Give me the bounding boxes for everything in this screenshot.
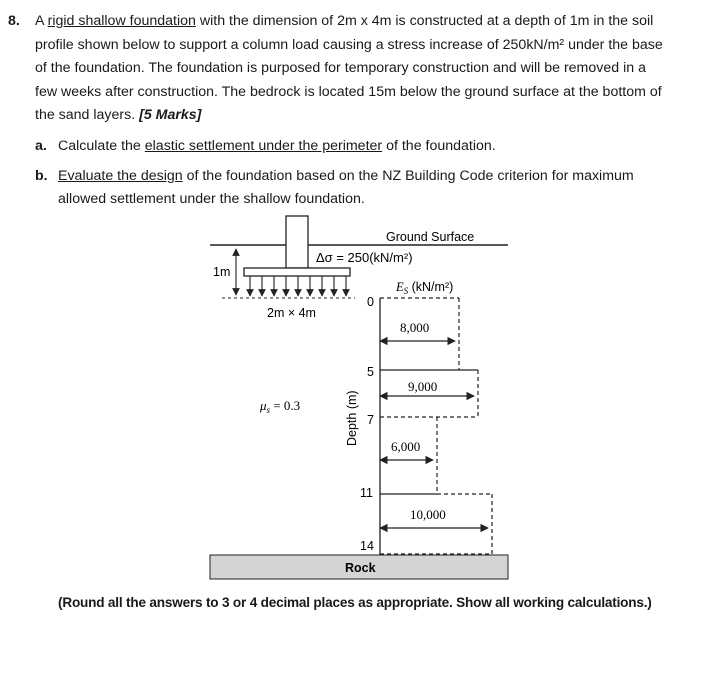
layer-3-es: 6,000: [391, 439, 421, 454]
part-b-label: b.: [35, 168, 48, 184]
q-line2: profile shown below to support a column load causing a stress increase of 250kN/m² under the base: [35, 36, 663, 53]
part-a-post: of the foundation.: [382, 138, 496, 154]
ground-surface-label: Ground Surface: [386, 230, 475, 244]
q-line1-pre: A: [35, 13, 48, 29]
q-line4: few weeks after construction. The bedrock is located 15m below the ground surface at the bottom of: [35, 83, 662, 100]
layer-1-es: 8,000: [400, 320, 430, 335]
depth-tick-14: 14: [360, 539, 374, 553]
foundation-dimension-label: 2m × 4m: [267, 306, 316, 320]
part-a-label: a.: [35, 138, 47, 154]
q-line1-link: rigid shallow foundation: [47, 13, 196, 29]
part-b-line2: allowed settlement under the shallow foundation.: [58, 191, 365, 207]
layer-4: [380, 494, 492, 554]
stress-arrows: [250, 276, 346, 296]
depth-tick-11: 11: [360, 486, 373, 500]
depth-tick-7: 7: [367, 413, 374, 427]
part-a-pre: Calculate the: [58, 138, 145, 154]
es-header: $E_S$ (kN/m²): [396, 280, 454, 296]
layer-2-es: 9,000: [408, 379, 438, 394]
part-a-link: elastic settlement under the perimeter: [144, 138, 383, 154]
column: [286, 216, 308, 268]
rock-label: Rock: [345, 561, 376, 575]
footer-note: (Round all the answers to 3 or 4 decimal places as appropriate. Show all working calculations.): [58, 595, 652, 610]
layer-3: [380, 417, 492, 494]
stress-label: Δσ = 250(kN/m²): [316, 250, 413, 265]
q-line1-post: with the dimension of 2m x 4m is constructed at a depth of 1m in the soil: [195, 13, 654, 29]
marks-label: [5 Marks]: [139, 107, 202, 123]
depth-tick-5: 5: [367, 365, 374, 379]
q-line3: of the foundation. The foundation is purposed for temporary construction and will be removed in a: [35, 60, 646, 76]
depth-1m-label: 1m: [213, 265, 231, 279]
layer-4-es: 10,000: [410, 507, 446, 522]
depth-ticks: [360, 295, 374, 553]
footing: [244, 268, 350, 276]
depth-tick-0: 0: [367, 295, 374, 309]
poisson-label: $\mu_s = 0.3$: [260, 398, 301, 415]
depth-axis-label: Depth (m): [345, 390, 359, 446]
q-line5: the sand layers.: [35, 107, 140, 123]
question-number: 8.: [8, 13, 20, 29]
part-b-link: Evaluate the design: [58, 168, 183, 184]
part-b-post: of the foundation based on the NZ Building Code criterion for maximum: [182, 168, 634, 184]
